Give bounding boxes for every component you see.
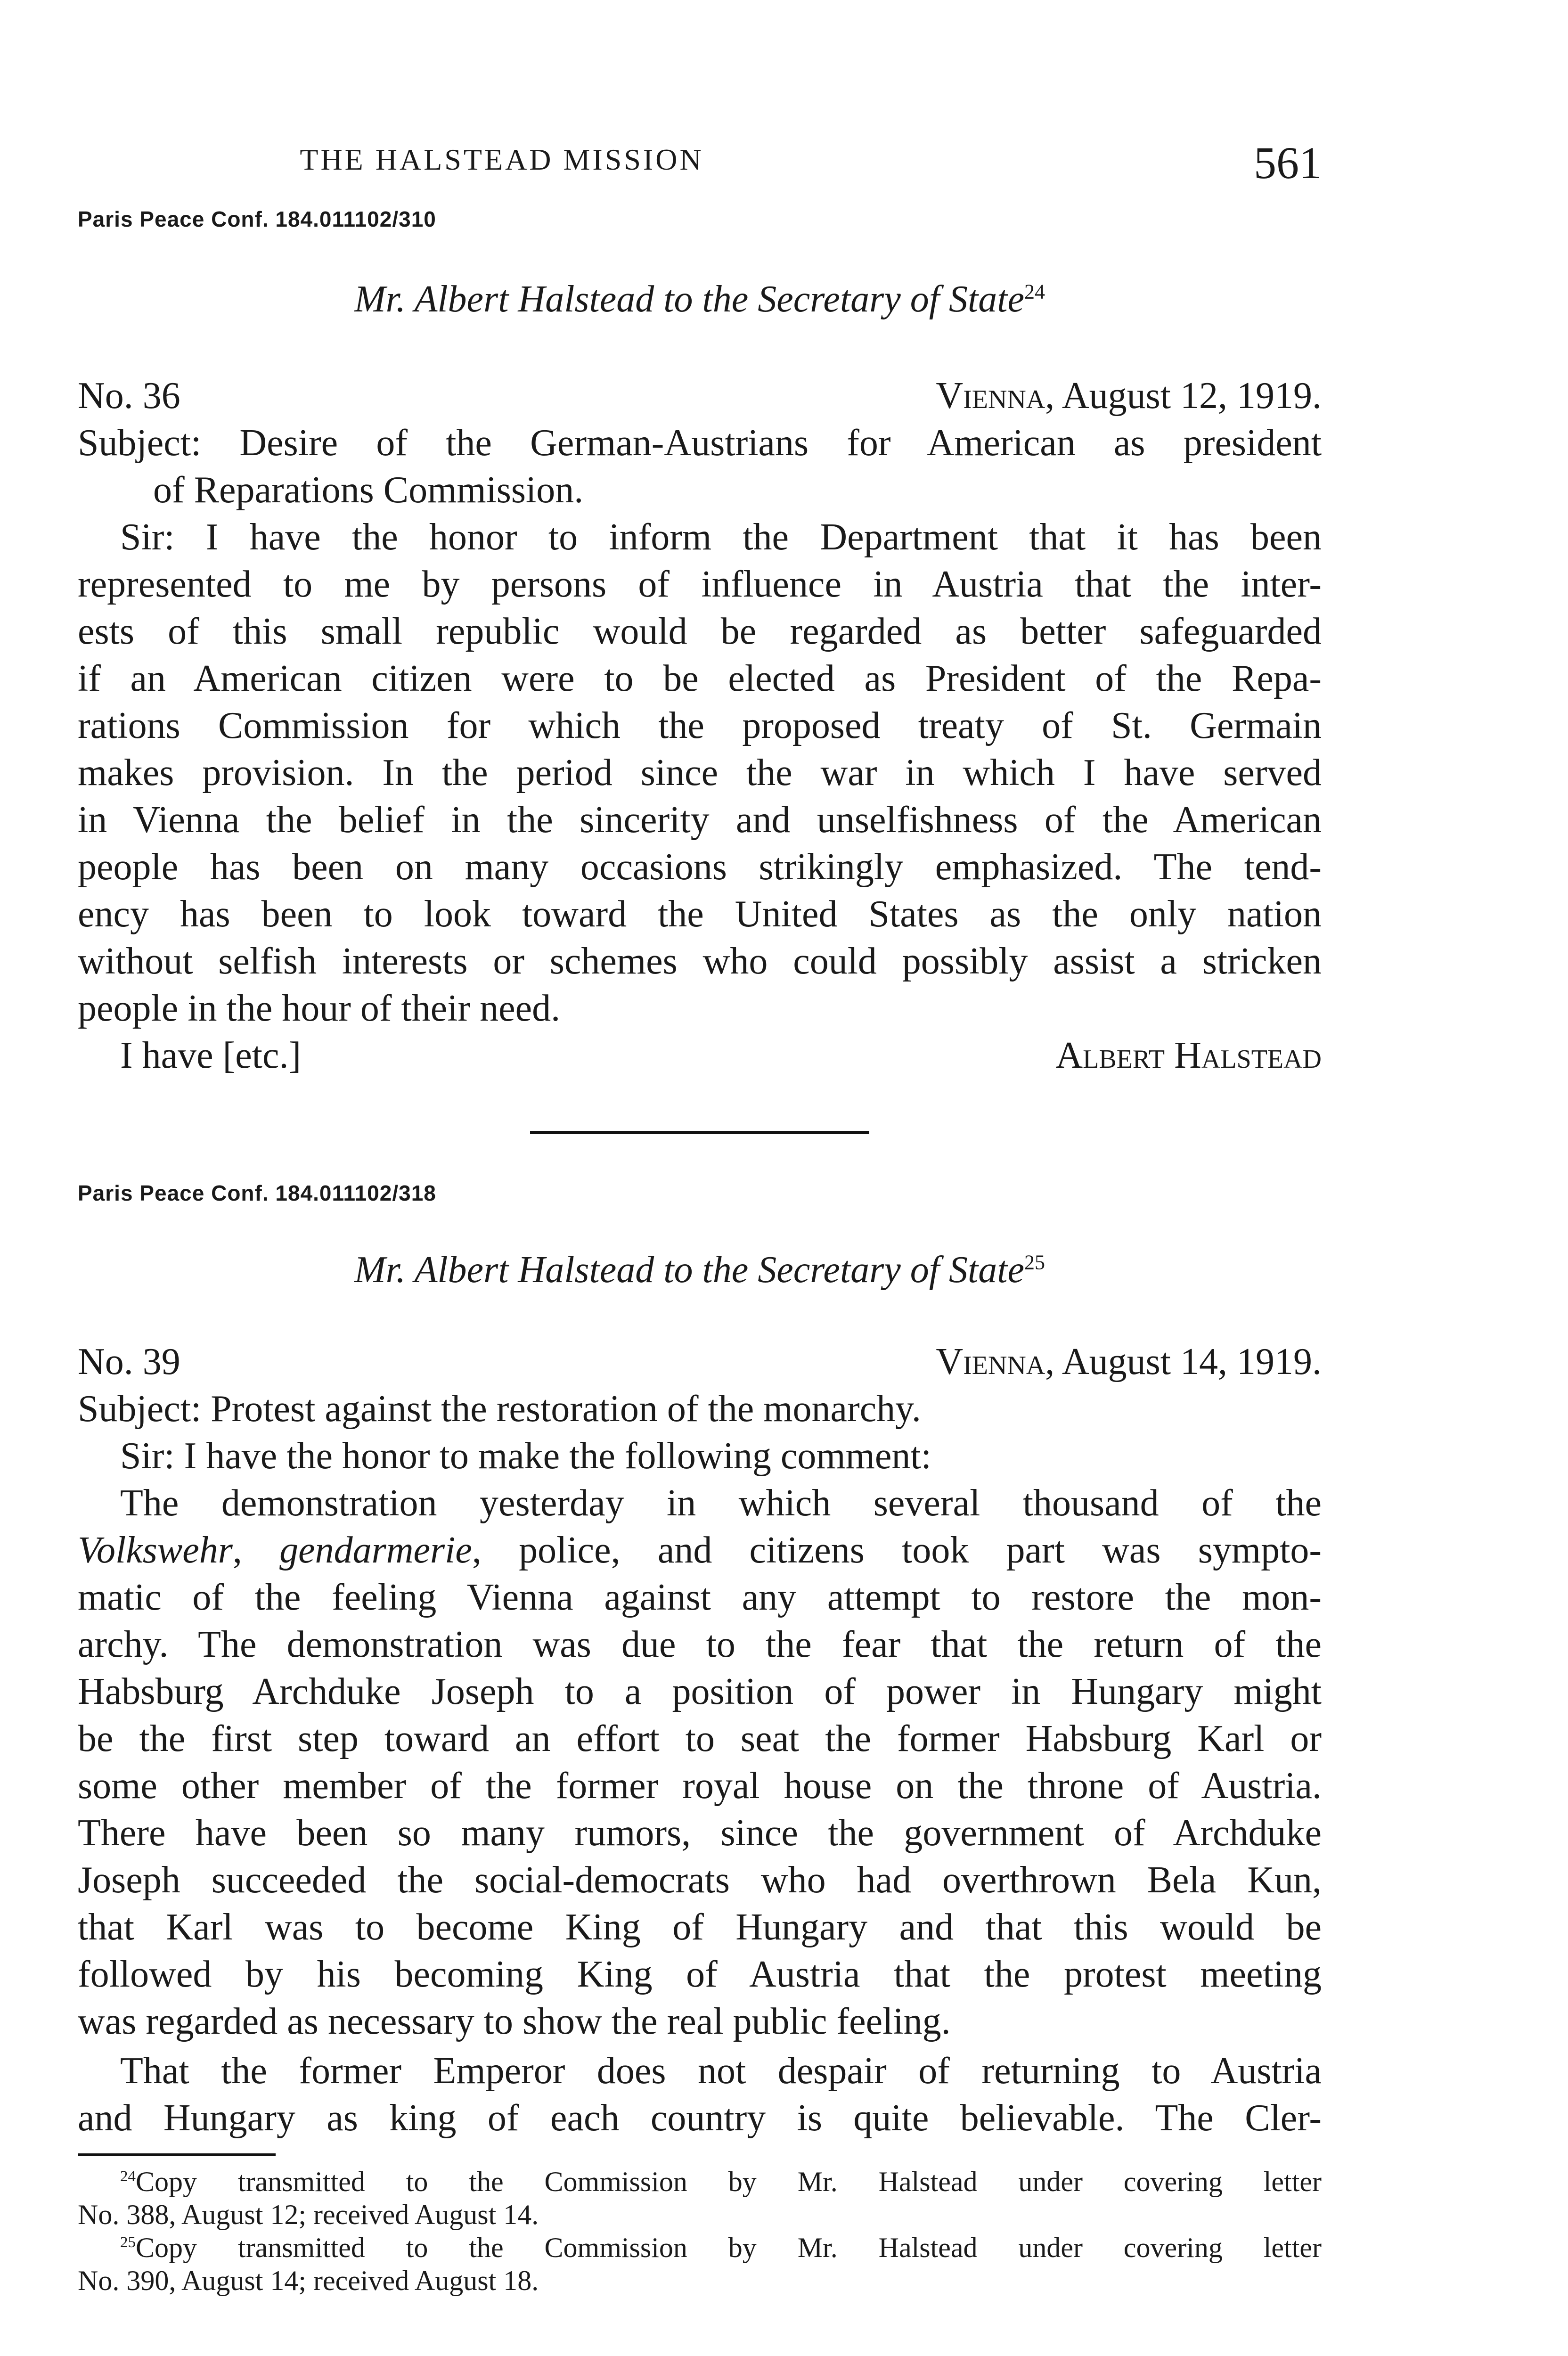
dateline — [78, 1338, 1322, 1385]
dateline-date: , August 14, 1919. — [1045, 1341, 1322, 1383]
body-line: ests of this small republic would be regarded as better safeguarded — [78, 611, 1322, 652]
footnote-number: 25 — [120, 2234, 136, 2251]
italic-term: gendarmerie — [279, 1530, 472, 1571]
body-line: The demonstration yesterday in which several thousand of the — [120, 1482, 1322, 1524]
dateline — [78, 372, 1322, 419]
body-line: was regarded as necessary to show the real public feeling. — [78, 2001, 951, 2042]
body-line: There have been so many rumors, since the government of Archduke — [78, 1812, 1322, 1854]
footnote-rule — [78, 2153, 276, 2156]
body-line: that Karl was to become King of Hungary and that this would be — [78, 1906, 1322, 1948]
dateline-place: Vienna — [936, 1341, 1045, 1383]
footnote-number: 24 — [120, 2168, 136, 2185]
running-title: THE HALSTEAD MISSION — [300, 143, 704, 176]
footnote: No. 388, August 12; received August 14. — [78, 2199, 539, 2230]
body-line: people has been on many occasions strikingly emphasized. The tend- — [78, 846, 1322, 888]
letter-heading-text: Mr. Albert Halstead to the Secretary of State — [354, 278, 1024, 320]
page-number: 561 — [1254, 138, 1322, 188]
body-line: matic of the feeling Vienna against any attempt to restore the mon- — [78, 1577, 1322, 1618]
dateline-date: , August 12, 1919. — [1045, 375, 1322, 417]
footnote-text: Copy transmitted to the Commission by Mr. Halstead under covering letter — [136, 2232, 1322, 2263]
footnote-marker: 25 — [1024, 1251, 1045, 1274]
running-head — [78, 137, 1322, 188]
body-line: Joseph succeeded the social-democrats who had overthrown Bela Kun, — [78, 1859, 1322, 1901]
closing: I have [etc.] — [120, 1035, 302, 1076]
letter-heading — [78, 278, 1322, 321]
footnote — [78, 2231, 1322, 2264]
signature: Albert Halstead — [1055, 1035, 1322, 1076]
body-line: followed by his becoming King of Austria that the protest meeting — [78, 1954, 1322, 1995]
body-line: ency has been to look toward the United States as the only nation — [78, 893, 1322, 935]
section-divider — [530, 1131, 869, 1134]
letter-number: No. 36 — [78, 375, 180, 417]
file-reference: Paris Peace Conf. 184.011102/310 — [78, 207, 436, 231]
letter-heading — [78, 1249, 1322, 1292]
body-line: if an American citizen were to be elected as President of the Repa- — [78, 658, 1322, 699]
document-page — [78, 0, 1322, 2356]
footnote — [78, 2165, 1322, 2198]
body-line: and Hungary as king of each country is quite believable. The Cler- — [78, 2097, 1322, 2139]
letter-number: No. 39 — [78, 1341, 180, 1383]
body-line: makes provision. In the period since the war in which I have served — [78, 752, 1322, 794]
body-line: some other member of the former royal house on the throne of Austria. — [78, 1765, 1322, 1807]
subject-line: of Reparations Commission. — [153, 469, 584, 511]
body-line: people in the hour of their need. — [78, 988, 561, 1029]
body-line: archy. The demonstration was due to the fear that the return of the — [78, 1624, 1322, 1665]
dateline-place: Vienna — [936, 375, 1045, 417]
body-line: Habsburg Archduke Joseph to a position of power in Hungary might — [78, 1671, 1322, 1712]
body-line — [78, 1527, 1322, 1574]
body-line: rations Commission for which the proposed treaty of St. Germain — [78, 705, 1322, 746]
body-line: That the former Emperor does not despair of returning to Austria — [120, 2050, 1322, 2092]
footnote: No. 390, August 14; received August 18. — [78, 2265, 539, 2296]
separator-text: , — [232, 1530, 280, 1571]
footnote-text: Copy transmitted to the Commission by Mr. Halstead under covering letter — [136, 2166, 1322, 2197]
body-line: represented to me by persons of influence in Austria that the inter- — [78, 564, 1322, 605]
body-text: , police, and citizens took part was sympto- — [472, 1530, 1322, 1571]
footnote-marker: 24 — [1024, 280, 1045, 303]
letter-heading-text: Mr. Albert Halstead to the Secretary of State — [354, 1249, 1024, 1291]
file-reference: Paris Peace Conf. 184.011102/318 — [78, 1181, 436, 1205]
italic-term: Volkswehr — [78, 1530, 233, 1571]
salutation: Sir: I have the honor to make the following comment: — [120, 1435, 931, 1477]
body-line: Sir: I have the honor to inform the Department that it has been — [120, 516, 1322, 558]
subject-line: Subject: Protest against the restoration of the monarchy. — [78, 1388, 921, 1430]
subject-line: Subject: Desire of the German-Austrians for American as president — [78, 422, 1322, 464]
body-line: without selfish interests or schemes who could possibly assist a stricken — [78, 941, 1322, 982]
body-line: be the first step toward an effort to seat the former Habsburg Karl or — [78, 1718, 1322, 1759]
body-line: in Vienna the belief in the sincerity and unselfishness of the American — [78, 799, 1322, 841]
